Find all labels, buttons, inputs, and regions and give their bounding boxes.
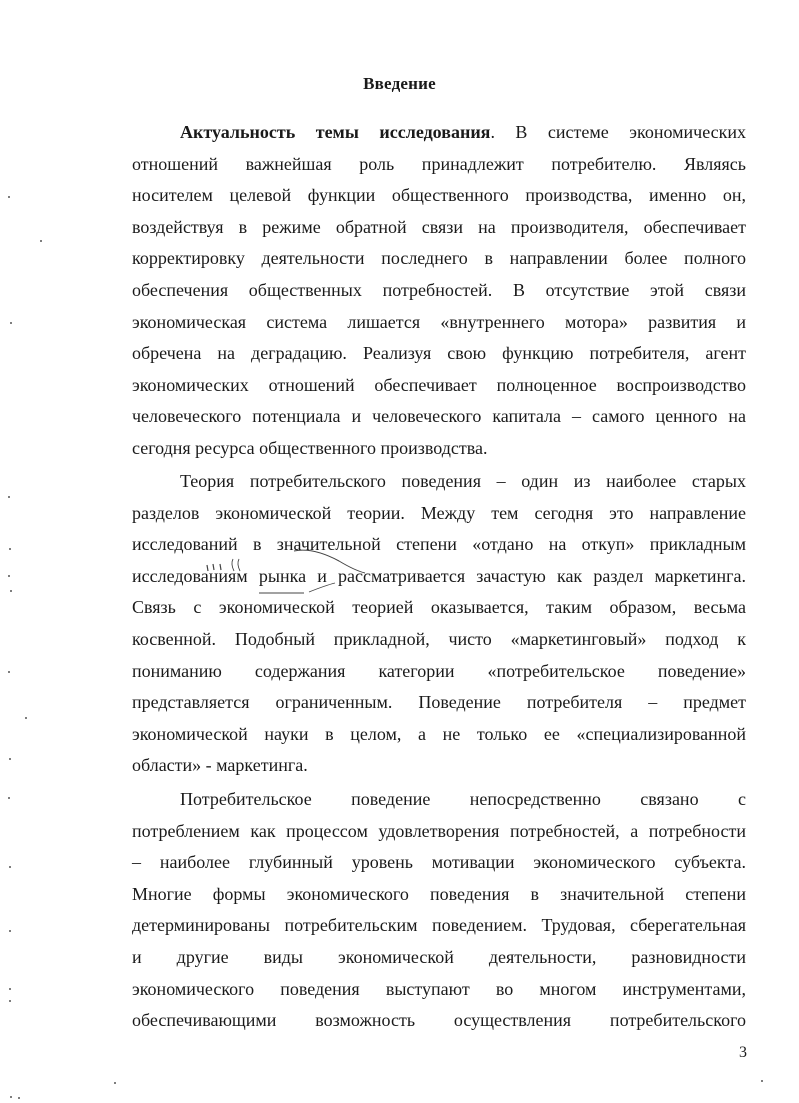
paragraph-line: обречена на деградацию. Реализуя свою функцию потребителя, агент [132,343,746,364]
scan-speck [9,988,11,990]
paragraph-line: носителем целевой функции общественного производства, именно он, [132,185,746,206]
paragraph-consumer-behavior [132,784,746,1037]
paragraph-theory [132,466,746,782]
paragraph-line: представляется ограниченным. Поведение потребителя – предмет [132,692,746,713]
paragraph-line: детерминированы потребительским поведением. Трудовая, сберегательная [132,915,746,936]
paragraph-line: Теория потребительского поведения – один из наиболее старых [180,471,746,491]
scan-speck [25,717,27,719]
paragraph-relevance [132,117,746,465]
scan-speck [10,590,12,592]
paragraph-line: воздействуя в режиме обратной связи на производителя, обеспечивает [132,216,746,237]
paragraph-line: экономической науки в целом, а не только ее «специализированной [132,723,746,744]
scan-speck [761,1080,763,1082]
scan-speck [8,797,10,799]
handwritten-marks [199,545,369,600]
scan-speck [114,1082,116,1084]
paragraph-line: потреблением как процессом удовлетворения потребностей, а потребности [132,820,746,841]
paragraph-line: исследованиям рынка и рассматривается зачастую как раздел маркетинга. [132,565,746,586]
paragraph-line: Связь с экономической теорией оказывается, таким образом, весьма [132,597,746,618]
paragraph-line: сегодня ресурса общественного производства. [132,437,488,458]
scan-speck [18,1097,20,1099]
paragraph-line: экономического поведения выступают во многом инструментами, [132,978,746,999]
scan-speck [8,575,10,577]
scan-speck [10,1096,12,1098]
relevance-lead: Актуальность темы исследования [180,122,491,142]
scan-speck [10,322,12,324]
scan-speck [9,758,11,760]
paragraph-line: исследований в значительной степени «отдано на откуп» прикладным [132,534,746,555]
scan-speck [9,1000,11,1002]
paragraph-line: обеспечения общественных потребностей. В отсутствие этой связи [132,279,746,300]
scan-speck [8,671,10,673]
section-heading: Введение [363,74,436,93]
scan-speck [9,548,11,550]
scan-speck [9,930,11,932]
scan-speck [40,240,42,242]
paragraph-line: пониманию содержания категории «потребительское поведение» [132,660,746,681]
scan-speck [8,496,10,498]
paragraph-line: и другие виды экономической деятельности, разновидности [132,946,746,967]
paragraph-line: обеспечивающими возможность осуществления потребительского [132,1010,746,1031]
paragraph-line: экономических отношений обеспечивает полноценное воспроизводство [132,374,746,395]
paragraph-line: человеческого потенциала и человеческого капитала – самого ценного на [132,406,746,427]
paragraph-line: отношений важнейшая роль принадлежит потребителю. Являясь [132,153,746,174]
paragraph-line: – наиболее глубинный уровень мотивации экономического субъекта. [132,852,746,873]
paragraph-line: корректировку деятельности последнего в направлении более полного [132,248,746,269]
scan-speck [8,196,10,198]
paragraph-line: экономическая система лишается «внутреннего мотора» развития и [132,311,746,332]
paragraph-line: области» - маркетинга. [132,755,308,776]
paragraph-line: Потребительское поведение непосредственно связано с [180,789,746,809]
line-text: . В системе экономических [490,122,746,142]
paragraph-line: Многие формы экономического поведения в значительной степени [132,883,746,904]
paragraph-line [132,117,746,149]
page-number: 3 [739,1044,747,1061]
paragraph-line: разделов экономической теории. Между тем сегодня это направление [132,502,746,523]
paragraph-line: косвенной. Подобный прикладной, чисто «маркетинговый» подход к [132,628,746,649]
scan-speck [9,866,11,868]
